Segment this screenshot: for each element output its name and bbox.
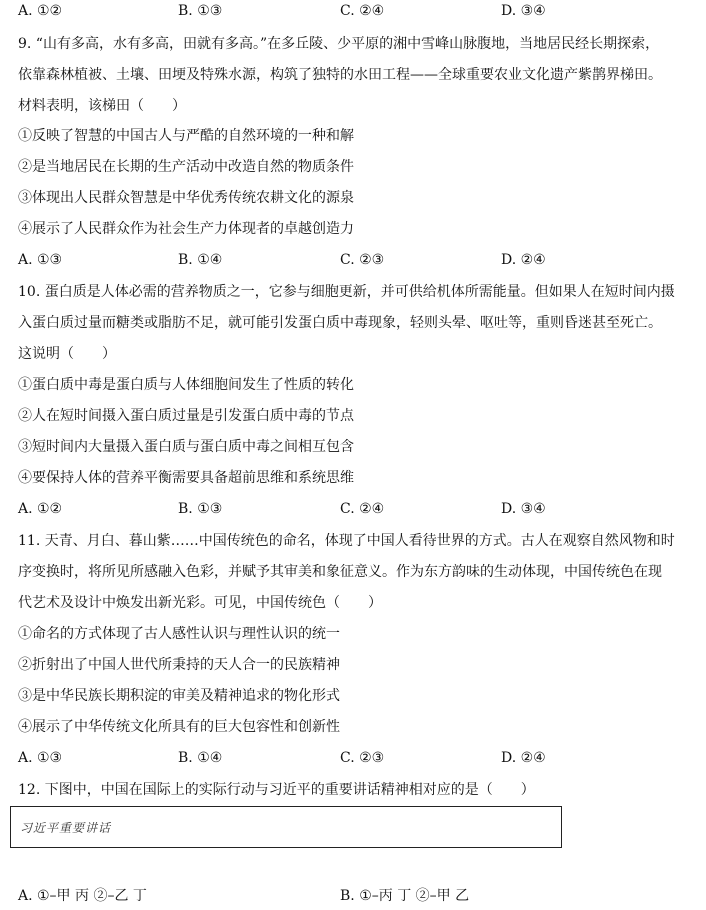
q11-option-b[interactable]: B. ①④ bbox=[178, 750, 223, 766]
q11-stem-line-2: 序变换时，将所见所感融入色彩，并赋予其审美和象征意义。作为东方韵味的生动体现，中国传统色在现 bbox=[18, 564, 662, 580]
speech-box-label: 习近平重要讲话 bbox=[20, 821, 112, 835]
q10-stem-line-1: 10. 蛋白质是人体必需的营养物质之一，它参与细胞更新，并可供给机体所需能量。但如果人在短时间内摄 bbox=[18, 284, 675, 300]
q11-stem-line-3: 代艺术及设计中焕发出新光彩。可见，中国传统色（ ） bbox=[18, 595, 382, 611]
q12-options bbox=[18, 886, 698, 906]
q12-option-b[interactable]: B. ①–丙 丁 ②–甲 乙 bbox=[340, 888, 470, 904]
q9-statement-4: ④展示了人民群众作为社会生产力体现者的卓越创造力 bbox=[18, 221, 354, 237]
q11-option-c[interactable]: C. ②③ bbox=[340, 750, 385, 766]
q9-option-c[interactable]: C. ②③ bbox=[340, 252, 385, 268]
speech-box bbox=[10, 806, 562, 848]
option-d[interactable]: D. ③④ bbox=[501, 3, 546, 19]
q10-option-c[interactable]: C. ②④ bbox=[340, 501, 385, 517]
q11-statement-1: ①命名的方式体现了古人感性认识与理性认识的统一 bbox=[18, 626, 340, 642]
option-b[interactable]: B. ①③ bbox=[178, 3, 223, 19]
q9-option-b[interactable]: B. ①④ bbox=[178, 252, 223, 268]
q9-options bbox=[18, 250, 698, 270]
q10-statement-3: ③短时间内大量摄入蛋白质与蛋白质中毒之间相互包含 bbox=[18, 439, 354, 455]
option-a[interactable]: A. ①② bbox=[18, 3, 63, 19]
q10-stem-line-3: 这说明（ ） bbox=[18, 346, 116, 362]
q10-stem-line-2: 入蛋白质过量而糖类或脂肪不足，就可能引发蛋白质中毒现象，轻则头晕、呕吐等，重则昏迷甚至死亡。 bbox=[18, 315, 662, 331]
q11-option-a[interactable]: A. ①③ bbox=[18, 750, 63, 766]
q10-statement-4: ④要保持人体的营养平衡需要具备超前思维和系统思维 bbox=[18, 470, 354, 486]
q10-option-a[interactable]: A. ①② bbox=[18, 501, 63, 517]
q9-statement-1: ①反映了智慧的中国古人与严酷的自然环境的一种和解 bbox=[18, 128, 354, 144]
q11-statement-4: ④展示了中华传统文化所具有的巨大包容性和创新性 bbox=[18, 719, 340, 735]
q9-option-d[interactable]: D. ②④ bbox=[501, 252, 546, 268]
q11-stem-line-1: 11. 天青、月白、暮山紫……中国传统色的命名，体现了中国人看待世界的方式。古人在观察自然风物和时 bbox=[18, 533, 675, 549]
q9-stem-line-3: 材料表明，该梯田（ ） bbox=[18, 98, 186, 114]
q10-option-b[interactable]: B. ①③ bbox=[178, 501, 223, 517]
q11-statement-3: ③是中华民族长期积淀的审美及精神追求的物化形式 bbox=[18, 688, 340, 704]
q12-option-a[interactable]: A. ①–甲 丙 ②–乙 丁 bbox=[18, 888, 147, 904]
q10-option-d[interactable]: D. ③④ bbox=[501, 501, 546, 517]
q9-statement-2: ②是当地居民在长期的生产活动中改造自然的物质条件 bbox=[18, 159, 354, 175]
q9-stem-line-1: 9. “山有多高，水有多高，田就有多高。”在多丘陵、少平原的湘中雪峰山脉腹地，当地居民经长期探索， bbox=[18, 36, 660, 52]
q10-statement-1: ①蛋白质中毒是蛋白质与人体细胞间发生了性质的转化 bbox=[18, 377, 354, 393]
q11-statement-2: ②折射出了中国人世代所秉持的天人合一的民族精神 bbox=[18, 657, 340, 673]
q9-option-a[interactable]: A. ①③ bbox=[18, 252, 63, 268]
q11-options bbox=[18, 748, 698, 768]
q9-stem-line-2: 依靠森林植被、土壤、田埂及特殊水源，构筑了独特的水田工程——全球重要农业文化遗产紫鹊界梯田。 bbox=[18, 67, 662, 83]
option-c[interactable]: C. ②④ bbox=[340, 3, 385, 19]
q10-statement-2: ②人在短时间摄入蛋白质过量是引发蛋白质中毒的节点 bbox=[18, 408, 354, 424]
q10-options bbox=[18, 499, 698, 519]
q11-option-d[interactable]: D. ②④ bbox=[501, 750, 546, 766]
q12-stem: 12. 下图中，中国在国际上的实际行动与习近平的重要讲话精神相对应的是（ ） bbox=[18, 782, 535, 798]
prev-question-options bbox=[18, 1, 698, 21]
q9-statement-3: ③体现出人民群众智慧是中华优秀传统农耕文化的源泉 bbox=[18, 190, 354, 206]
